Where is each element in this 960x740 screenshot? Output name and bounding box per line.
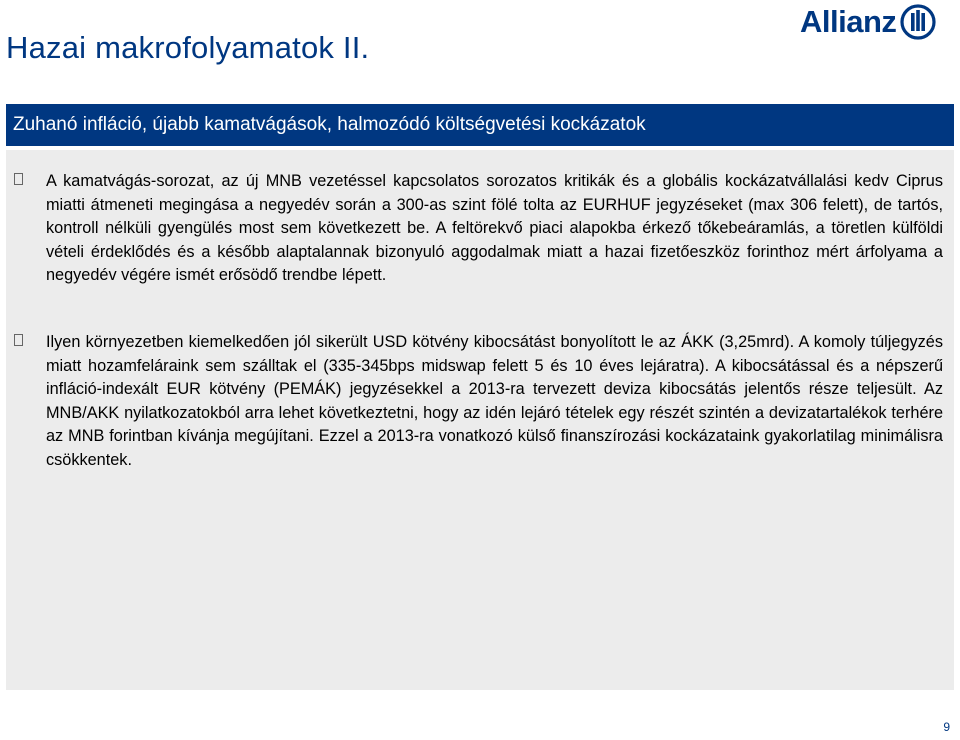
- logo-text: Allianz: [800, 4, 897, 39]
- bullet-text: A kamatvágás-sorozat, az új MNB vezetéssel kapcsolatos sorozatos kritikák és a globális kockázatvállalási kedv Ciprus miatti átmeneti megingása a negyedév során a 300-as szint fölé tolta az EURHUF jegyzéseket (max 306 felett), de tartós, kontroll nélküli gyengülés most sem következett be. A feltörekvő piaci alapokba érkező tőkebeáramlás, a töretlen külföldi vételi érdeklődés és a később alaptalannak bizonyuló aggodalmak miatt a hazai fizetőeszköz forinthoz mért árfolyama a negyedév végére ismét erősödő trendbe lépett.: [46, 172, 943, 284]
- content-panel: [6, 150, 954, 690]
- bullet-text: Ilyen környezetben kiemelkedően jól sikerült USD kötvény kibocsátást bonyolított le az ÁKK (3,25mrd). A komoly túljegyzés miatt hozamfeláraink sem szálltak el (335-345bps midswap felett 5 és 10 éves lejáratra). A kibocsátással és a népszerű infláció-indexált EUR kötvény (PEMÁK) jegyzésekkel a 2013-ra tervezett deviza kibocsátás jelentős része teljesült. Az MNB/AKK nyilatkozatokból arra lehet következtetni, hogy az idén lejáró tételek egy részét szintén a devizatartalékok terhére az MNB forintban kívánja megújítani. Ezzel a 2013-ra vonatkozó külső finanszírozási kockázataink gyakorlatilag minimálisra csökkentek.: [46, 333, 943, 469]
- slide-title: Hazai makrofolyamatok II.: [6, 30, 370, 65]
- square-bullet-icon: [14, 334, 23, 346]
- allianz-eagle-icon: [900, 4, 936, 40]
- square-bullet-icon: [14, 173, 23, 185]
- page-number: 9: [943, 720, 950, 734]
- allianz-logo: [800, 2, 936, 42]
- section-banner: Zuhanó infláció, újabb kamatvágások, halmozódó költségvetési kockázatok: [6, 104, 954, 146]
